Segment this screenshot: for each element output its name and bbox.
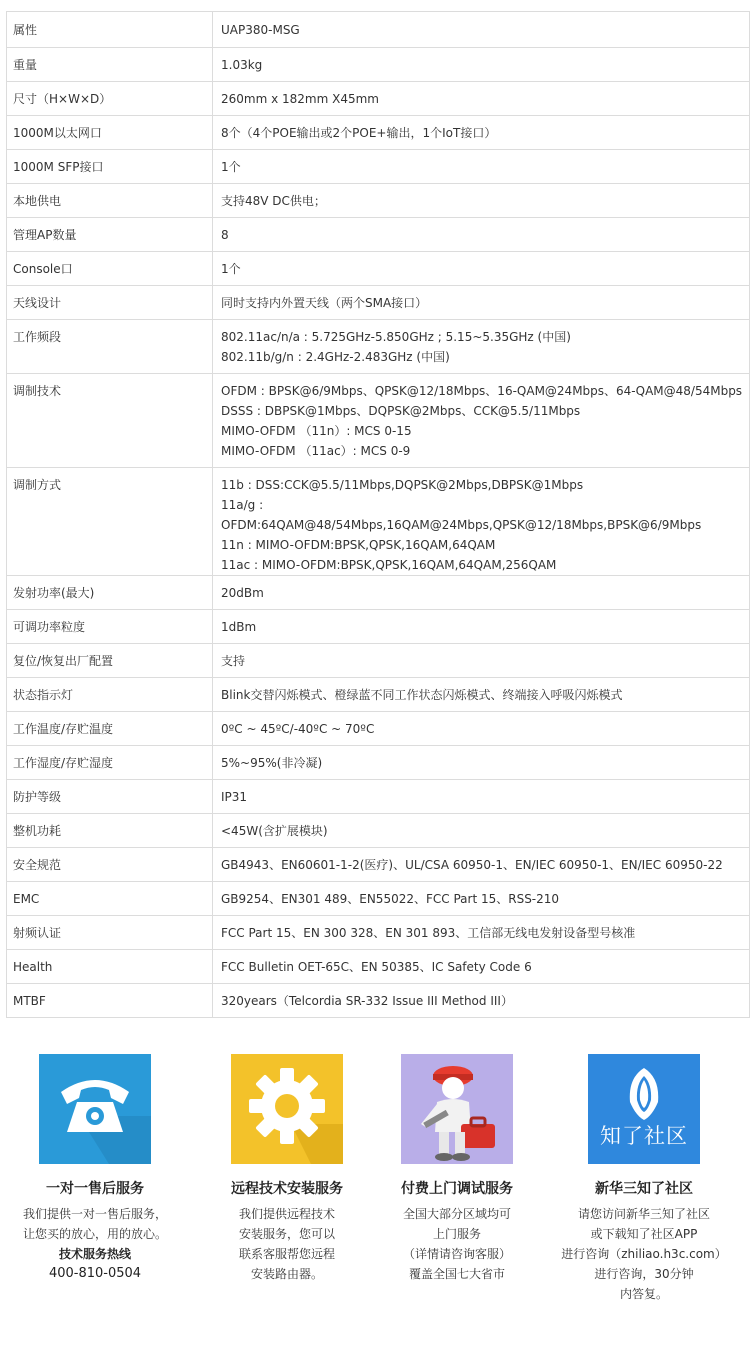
spec-label: 状态指示灯 — [7, 678, 213, 712]
spec-value-line: 支持48V DC供电； — [221, 194, 326, 208]
service-after-sales — [0, 1054, 190, 1284]
spec-value-line: 8个（4个POE输出或2个POE+输出，1个IoT接口） — [221, 126, 497, 140]
spec-value-line: 320years（Telcordia SR-332 Issue III Method III） — [221, 994, 513, 1008]
spec-label: 整机功耗 — [7, 814, 213, 848]
spec-label: 1000M以太网口 — [7, 116, 213, 150]
spec-row — [7, 950, 750, 984]
spec-label: 尺寸（H×W×D） — [7, 82, 213, 116]
spec-value-line: 1dBm — [221, 620, 257, 634]
spec-label: MTBF — [7, 984, 213, 1018]
spec-value-line: MIMO-OFDM （11n）: MCS 0-15 — [221, 424, 412, 438]
spec-value-line: 1个 — [221, 262, 241, 276]
service-section — [0, 1054, 750, 1354]
service-description: 我们提供一对一售后服务， 让您买的放心，用的放心。 技术服务热线 400-810-0504 — [0, 1204, 190, 1284]
spec-label: Health — [7, 950, 213, 984]
spec-value — [213, 252, 750, 286]
spec-row — [7, 82, 750, 116]
service-description: 我们提供远程技术 安装服务，您可以 联系客服帮您远程 安装路由器。 — [238, 1207, 335, 1281]
spec-value — [213, 814, 750, 848]
spec-label: 发射功率(最大) — [7, 576, 213, 610]
spec-value-line: 8 — [221, 228, 229, 242]
service-zhiliao-community — [544, 1054, 744, 1304]
spec-label: 管理AP数量 — [7, 218, 213, 252]
spec-value — [213, 320, 750, 374]
spec-row — [7, 780, 750, 814]
spec-value-line: 0ºC ~ 45ºC/-40ºC ~ 70ºC — [221, 722, 375, 736]
spec-row — [7, 218, 750, 252]
spec-value-line: 260mm x 182mm X45mm — [221, 92, 379, 106]
spec-label: 工作频段 — [7, 320, 213, 374]
service-description: 全国大部分区域均可 上门服务 （详情请咨询客服） 覆盖全国七大省市 — [402, 1207, 511, 1281]
hotline-number: 400-810-0504 — [48, 1266, 142, 1281]
spec-value-line: IP31 — [221, 790, 248, 804]
spec-value — [213, 848, 750, 882]
spec-value-line: 11n : MIMO-OFDM:BPSK,QPSK,16QAM,64QAM — [221, 538, 496, 552]
spec-row — [7, 644, 750, 678]
spec-value — [213, 916, 750, 950]
spec-row — [7, 48, 750, 82]
spec-value — [213, 116, 750, 150]
spec-label: 本地供电 — [7, 184, 213, 218]
spec-row — [7, 150, 750, 184]
gear-icon — [231, 1054, 343, 1164]
service-title: 一对一售后服务 — [46, 1181, 144, 1197]
spec-value-line: 同时支持内外置天线（两个SMA接口） — [221, 296, 428, 310]
spec-value — [213, 374, 750, 468]
spec-label: EMC — [7, 882, 213, 916]
spec-label: 安全规范 — [7, 848, 213, 882]
spec-value-line: 802.11b/g/n : 2.4GHz-2.483GHz (中国) — [221, 350, 450, 364]
spec-value — [213, 678, 750, 712]
spec-value-line: Blink交替闪烁模式、橙绿蓝不同工作状态闪烁模式、终端接入呼吸闪烁模式 — [221, 688, 623, 702]
spec-value — [213, 984, 750, 1018]
spec-value — [213, 12, 750, 48]
spec-row — [7, 374, 750, 468]
spec-value-line: <45W(含扩展模块) — [221, 824, 328, 838]
spec-value — [213, 184, 750, 218]
spec-label: Console口 — [7, 252, 213, 286]
spec-value — [213, 576, 750, 610]
spec-row — [7, 252, 750, 286]
service-title: 付费上门调试服务 — [401, 1181, 513, 1197]
spec-value — [213, 286, 750, 320]
spec-row — [7, 12, 750, 48]
spec-value-line: 11ac : MIMO-OFDM:BPSK,QPSK,16QAM,64QAM,256QAM — [221, 558, 557, 572]
spec-value-line: OFDM : BPSK@6/9Mbps、QPSK@12/18Mbps、16-QAM@24Mbps、64-QAM@48/54Mbps — [221, 384, 743, 398]
spec-value — [213, 48, 750, 82]
zhiliao-logo — [588, 1054, 700, 1164]
spec-row — [7, 882, 750, 916]
service-title: 新华三知了社区 — [595, 1181, 693, 1197]
spec-value-line: DSSS : DBPSK@1Mbps、DQPSK@2Mbps、CCK@5.5/11Mbps — [221, 404, 581, 418]
spec-value — [213, 882, 750, 916]
spec-value — [213, 218, 750, 252]
spec-row — [7, 610, 750, 644]
spec-label: 射频认证 — [7, 916, 213, 950]
spec-row — [7, 814, 750, 848]
spec-value — [213, 150, 750, 184]
spec-value-line: FCC Bulletin OET-65C、EN 50385、IC Safety Code 6 — [221, 960, 532, 974]
spec-row — [7, 848, 750, 882]
spec-value — [213, 82, 750, 116]
spec-label: 属性 — [7, 12, 213, 48]
spec-value-line: 11b : DSS:CCK@5.5/11Mbps,DQPSK@2Mbps,DBPSK@1Mbps — [221, 478, 584, 492]
spec-row — [7, 184, 750, 218]
spec-label: 可调功率粒度 — [7, 610, 213, 644]
spec-value-line: 1个 — [221, 160, 241, 174]
spec-row — [7, 116, 750, 150]
spec-row — [7, 320, 750, 374]
service-title: 远程技术安装服务 — [231, 1181, 343, 1197]
spec-row — [7, 984, 750, 1018]
spec-label: 工作温度/存贮温度 — [7, 712, 213, 746]
spec-label: 调制技术 — [7, 374, 213, 468]
spec-value-line: FCC Part 15、EN 300 328、EN 301 893、工信部无线电发射设备型号核准 — [221, 926, 636, 940]
spec-value — [213, 746, 750, 780]
spec-row — [7, 746, 750, 780]
spec-value-line: UAP380-MSG — [221, 23, 300, 37]
spec-value-line: 11a/g : OFDM:64QAM@48/54Mbps,16QAM@24Mbps,QPSK@12/18Mbps,BPSK@6/9Mbps — [221, 498, 702, 532]
spec-label: 调制方式 — [7, 468, 213, 576]
hotline-label: 技术服务热线 — [58, 1247, 131, 1261]
spec-table — [6, 11, 750, 1018]
service-remote-install — [192, 1054, 382, 1284]
spec-value-line: 20dBm — [221, 586, 264, 600]
zhiliao-logo-text: 知了社区 — [600, 1124, 688, 1148]
spec-row — [7, 712, 750, 746]
phone-icon — [39, 1054, 151, 1164]
spec-value-line: 5%~95%(非冷凝) — [221, 756, 323, 770]
spec-value — [213, 610, 750, 644]
spec-label: 重量 — [7, 48, 213, 82]
spec-row — [7, 286, 750, 320]
spec-row — [7, 468, 750, 576]
spec-row — [7, 678, 750, 712]
spec-label: 复位/恢复出厂配置 — [7, 644, 213, 678]
spec-value-line: GB9254、EN301 489、EN55022、FCC Part 15、RSS-210 — [221, 892, 560, 906]
spec-row — [7, 916, 750, 950]
spec-value-line: 支持 — [221, 654, 246, 668]
service-description: 请您访问新华三知了社区 或下载知了社区APP 进行咨询（zhiliao.h3c.com） 进行咨询，30分钟 内答复。 — [561, 1207, 727, 1301]
spec-value-line: GB4943、EN60601-1-2(医疗)、UL/CSA 60950-1、EN/IEC 60950-1、EN/IEC 60950-22 — [221, 858, 723, 872]
service-onsite-debug — [362, 1054, 552, 1284]
spec-value — [213, 468, 750, 576]
spec-value-line: 1.03kg — [221, 58, 263, 72]
spec-value-line: 802.11ac/n/a : 5.725GHz-5.850GHz ; 5.15~5.35GHz (中国) — [221, 330, 571, 344]
spec-value — [213, 712, 750, 746]
spec-value — [213, 780, 750, 814]
spec-label: 天线设计 — [7, 286, 213, 320]
spec-value — [213, 644, 750, 678]
spec-label: 防护等级 — [7, 780, 213, 814]
spec-value-line: MIMO-OFDM （11ac）: MCS 0-9 — [221, 444, 411, 458]
spec-row — [7, 576, 750, 610]
spec-value — [213, 950, 750, 984]
spec-label: 工作湿度/存贮湿度 — [7, 746, 213, 780]
worker-icon — [401, 1054, 513, 1164]
spec-label: 1000M SFP接口 — [7, 150, 213, 184]
